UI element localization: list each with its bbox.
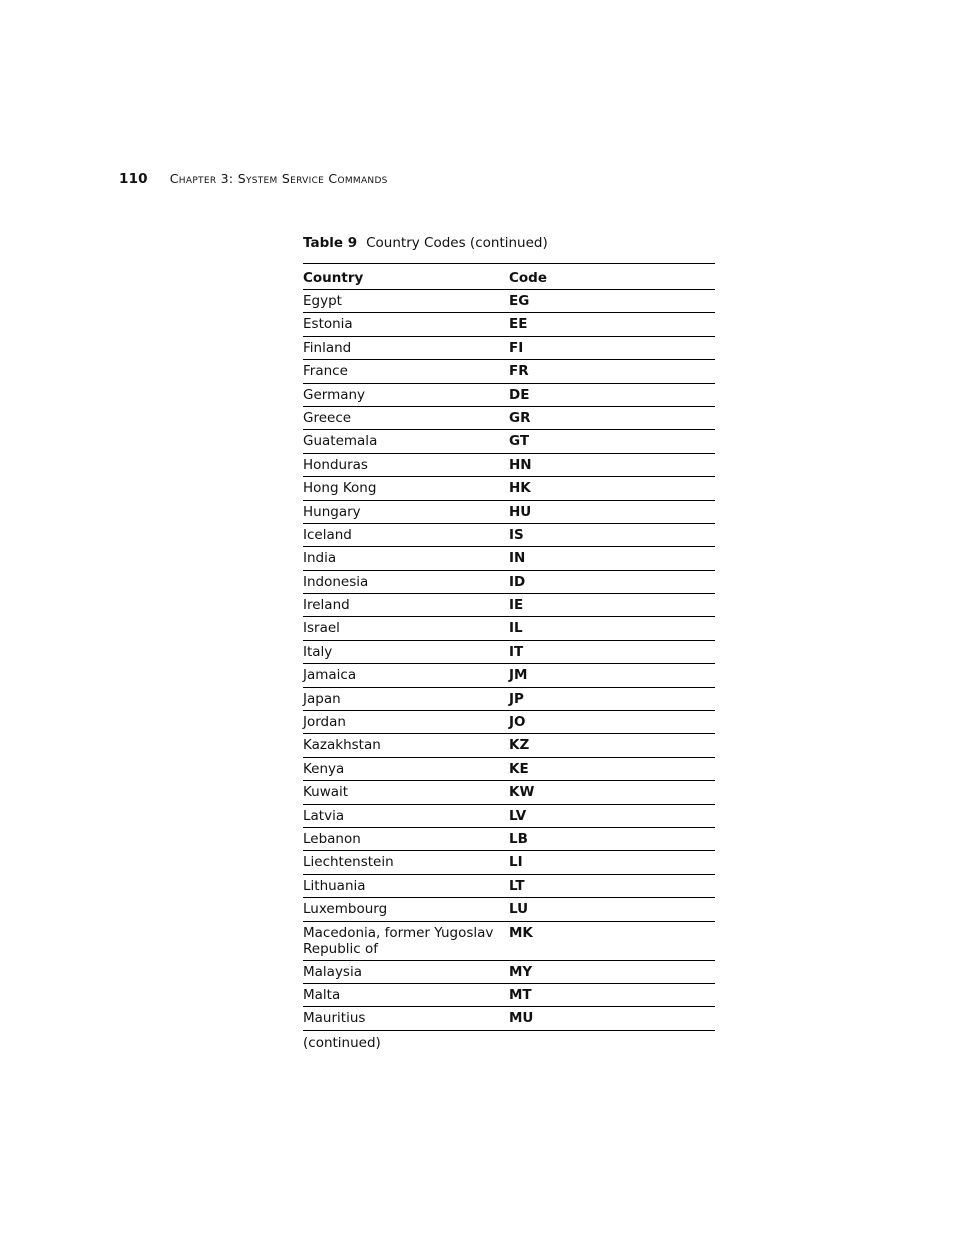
page-number: 110 — [119, 171, 148, 187]
table-row — [303, 384, 715, 407]
country-cell: Ireland — [303, 597, 350, 614]
table-row — [303, 688, 715, 711]
country-cell: Kazakhstan — [303, 737, 381, 754]
column-header-code: Code — [509, 270, 548, 286]
country-cell: Honduras — [303, 456, 368, 473]
country-cell: Estonia — [303, 316, 353, 333]
table-continued-note: (continued) — [303, 1034, 381, 1051]
country-cell: Italy — [303, 643, 333, 660]
country-cell: Malta — [303, 986, 341, 1003]
table-row — [303, 922, 715, 961]
table-row — [303, 337, 715, 360]
table-row — [303, 617, 715, 640]
country-cell: Iceland — [303, 526, 352, 543]
code-cell: GR — [509, 409, 531, 426]
table-row — [303, 734, 715, 757]
country-cell: Kuwait — [303, 784, 349, 801]
country-cell: Jamaica — [303, 667, 357, 684]
table-row — [303, 501, 715, 524]
code-cell: ID — [509, 573, 526, 590]
country-cell: Israel — [303, 620, 340, 637]
chapter-title: Chapter 3: System Service Commands — [169, 171, 388, 186]
code-cell: KZ — [509, 737, 530, 754]
column-header-country: Country — [303, 270, 364, 286]
code-cell: LB — [509, 830, 528, 847]
code-cell: EG — [509, 293, 530, 309]
table-row — [303, 984, 715, 1007]
code-cell: JP — [509, 690, 524, 707]
table-row — [303, 758, 715, 781]
table-row — [303, 477, 715, 500]
code-cell: JO — [509, 714, 526, 731]
country-cell: Egypt — [303, 293, 342, 309]
country-cell: Guatemala — [303, 433, 378, 450]
code-cell: LU — [509, 901, 529, 918]
country-cell: Indonesia — [303, 573, 369, 590]
table-row — [303, 407, 715, 430]
table-caption-label: Table 9 — [303, 235, 358, 251]
code-cell: LT — [509, 877, 525, 894]
table-row — [303, 898, 715, 921]
table-row — [303, 1007, 715, 1030]
table-caption — [303, 235, 548, 251]
table-row — [303, 360, 715, 383]
table-row — [303, 781, 715, 804]
table-caption-text: Country Codes (continued) — [366, 235, 548, 251]
table-row — [303, 313, 715, 336]
code-cell: DE — [509, 386, 530, 403]
code-cell: IN — [509, 550, 526, 567]
code-cell: IE — [509, 597, 524, 614]
running-head — [119, 171, 388, 189]
table-row — [303, 430, 715, 453]
table-row — [303, 454, 715, 477]
table-row — [303, 641, 715, 664]
table-row — [303, 875, 715, 898]
country-cell: Lebanon — [303, 830, 361, 847]
country-cell: Jordan — [303, 714, 346, 731]
code-cell: MK — [509, 924, 533, 941]
country-cell: Japan — [303, 690, 341, 707]
country-cell: Mauritius — [303, 1010, 366, 1027]
country-cell: Kenya — [303, 760, 345, 777]
country-codes-table — [303, 263, 715, 1051]
table-row — [303, 711, 715, 734]
code-cell: FR — [509, 363, 529, 380]
country-cell: Germany — [303, 386, 366, 403]
country-cell: Latvia — [303, 807, 345, 824]
country-cell: Hong Kong — [303, 480, 377, 497]
table-row — [303, 571, 715, 594]
table-row — [303, 851, 715, 874]
country-cell: France — [303, 363, 348, 380]
table-row — [303, 547, 715, 570]
code-cell: MU — [509, 1010, 534, 1027]
code-cell: EE — [509, 316, 528, 333]
table-row — [303, 290, 715, 313]
table-header-row — [303, 264, 715, 290]
code-cell: LV — [509, 807, 527, 824]
country-cell: Greece — [303, 409, 352, 426]
country-cell: Hungary — [303, 503, 361, 520]
table-body — [303, 290, 715, 1031]
code-cell: JM — [509, 667, 528, 684]
country-cell: Malaysia — [303, 963, 362, 980]
table-row — [303, 524, 715, 547]
country-cell: Finland — [303, 339, 352, 356]
country-cell: Macedonia, former Yugoslav Republic of — [303, 924, 494, 957]
table-row — [303, 805, 715, 828]
code-cell: LI — [509, 854, 523, 871]
table-row — [303, 961, 715, 984]
country-cell: Liechtenstein — [303, 854, 394, 871]
code-cell: MY — [509, 963, 533, 980]
country-cell: Lithuania — [303, 877, 366, 894]
code-cell: FI — [509, 339, 524, 356]
table-row — [303, 828, 715, 851]
code-cell: HU — [509, 503, 532, 520]
country-cell: India — [303, 550, 337, 567]
code-cell: IT — [509, 643, 524, 660]
table-row — [303, 594, 715, 617]
code-cell: IS — [509, 526, 524, 543]
code-cell: HK — [509, 480, 531, 497]
table-row — [303, 664, 715, 687]
code-cell: KE — [509, 760, 529, 777]
code-cell: GT — [509, 433, 530, 450]
code-cell: KW — [509, 784, 535, 801]
code-cell: MT — [509, 986, 532, 1003]
country-cell: Luxembourg — [303, 901, 388, 918]
code-cell: HN — [509, 456, 532, 473]
code-cell: IL — [509, 620, 523, 637]
